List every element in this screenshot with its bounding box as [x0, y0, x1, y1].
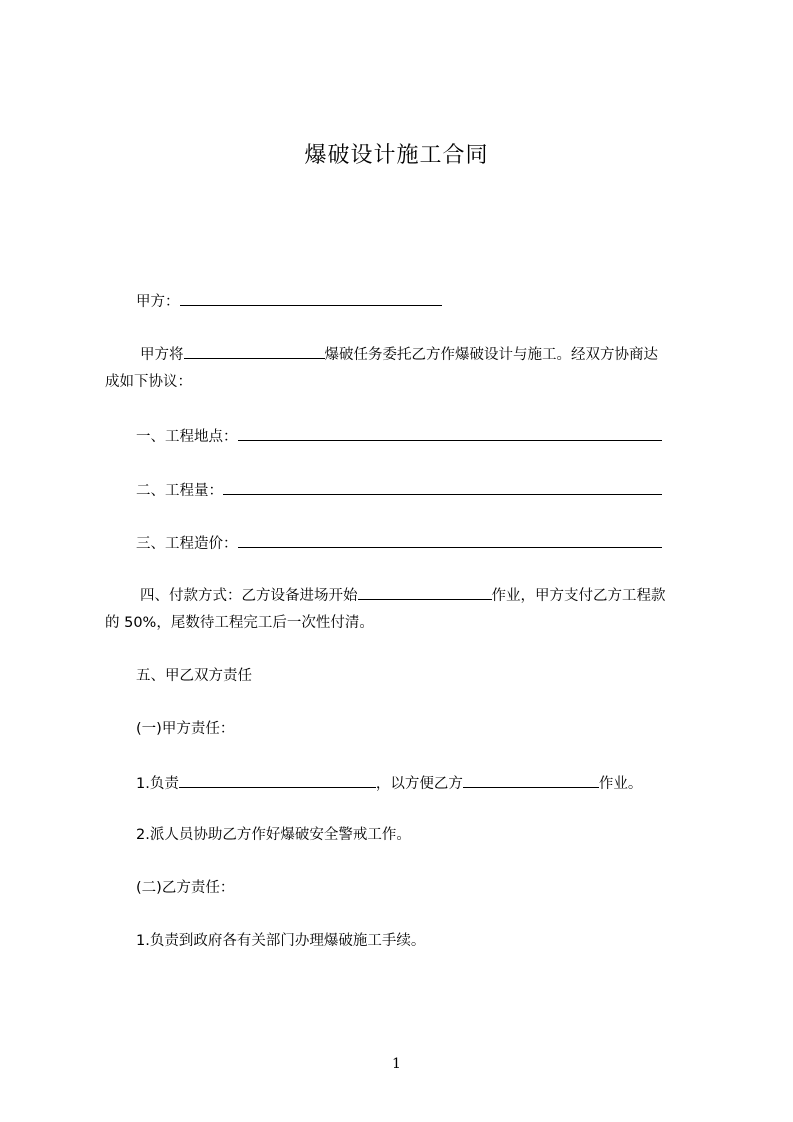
party-a-label: 甲方：	[136, 294, 180, 310]
a1-prefix: 1.负责	[136, 776, 179, 792]
b1-line: 1.负责到政府各有关部门办理爆破施工手续。	[136, 933, 426, 949]
a1-line	[136, 773, 642, 794]
item5-heading: 五、甲乙双方责任	[136, 668, 252, 684]
page-number: 1	[392, 1056, 401, 1072]
item3-label: 三、工程造价：	[136, 536, 238, 552]
intro-prefix: 甲方将	[140, 347, 184, 363]
item4-line-2: 的 50%，尾数待工程完工后一次性付清。	[105, 615, 374, 631]
intro-line-1	[140, 344, 658, 365]
item1-line	[136, 426, 662, 447]
item4-suffix: 作业，甲方支付乙方工程款	[491, 588, 666, 604]
party-b-resp-heading: (二)乙方责任：	[136, 880, 235, 896]
item4-line-1	[140, 585, 666, 606]
party-a-line	[136, 291, 442, 312]
party-a-resp-heading: (一)甲方责任：	[136, 721, 235, 737]
document-title: 爆破设计施工合同	[304, 143, 489, 168]
intro-blank	[184, 344, 325, 359]
party-a-blank	[180, 291, 442, 306]
item4-prefix: 四、付款方式：乙方设备进场开始	[140, 588, 358, 604]
a1-suffix: 作业。	[598, 776, 643, 792]
item3-blank	[238, 533, 662, 548]
a1-blank-1	[179, 773, 376, 788]
item1-blank	[238, 426, 662, 441]
item4-blank	[358, 585, 492, 600]
intro-line-2: 成如下协议：	[105, 374, 192, 390]
item2-blank	[223, 480, 662, 495]
a2-line: 2.派人员协助乙方作好爆破安全警戒工作。	[136, 827, 411, 843]
item2-label: 二、工程量：	[136, 483, 223, 499]
intro-suffix: 爆破任务委托乙方作爆破设计与施工。经双方协商达	[324, 347, 658, 363]
item1-label: 一、工程地点：	[136, 429, 238, 445]
a1-blank-2	[463, 773, 599, 788]
item2-line	[136, 480, 662, 501]
a1-middle: ，以方便乙方	[375, 776, 463, 792]
item3-line	[136, 533, 662, 554]
